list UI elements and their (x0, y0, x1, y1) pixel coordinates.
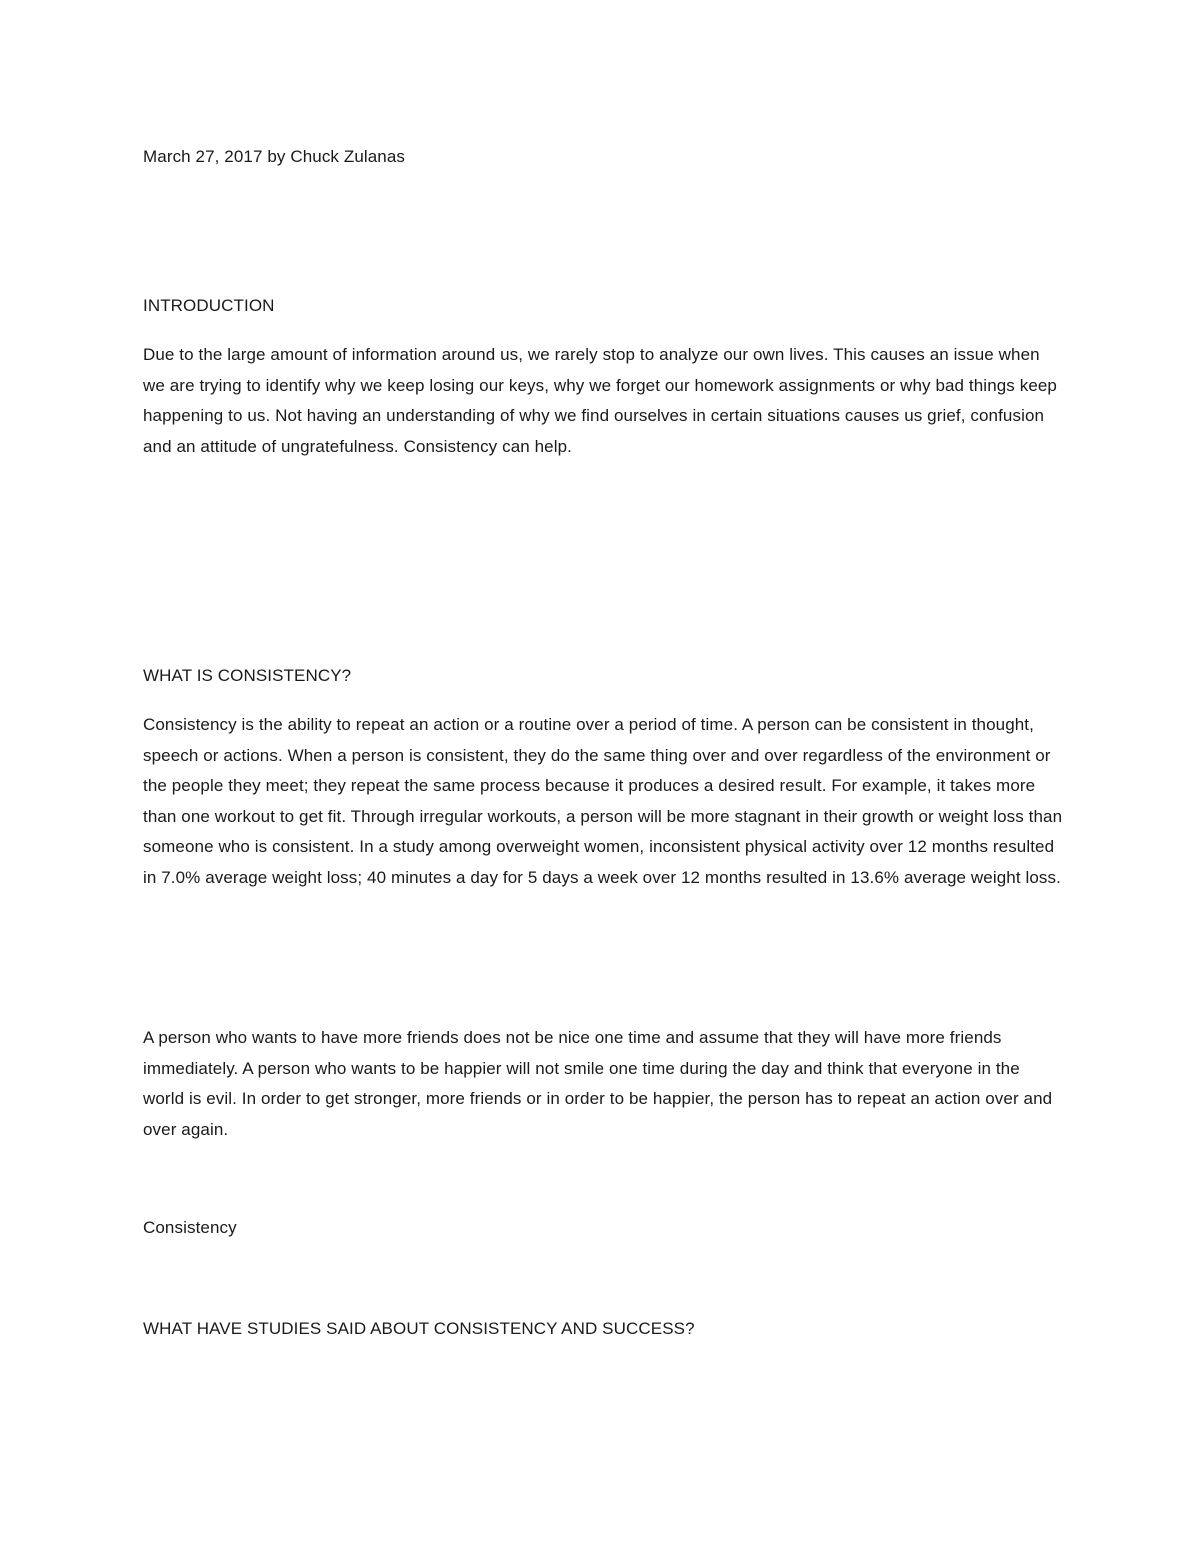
consistency-examples-paragraph: A person who wants to have more friends does not be nice one time and assume that they will have more friends immediately. A person who wants to be happier will not smile one time during the day and think that everyone in the world is evil. In order to get stronger, more friends or in order to be happier, the person has to repeat an action over and over again. (143, 1028, 1053, 1139)
section-heading-introduction: INTRODUCTION (143, 296, 275, 315)
consistency-definition-paragraph: Consistency is the ability to repeat an action or a routine over a period of time. A person can be consistent in thought, speech or actions. When a person is consistent, they do the same thing over and over regardless of the environment or the people they meet; they repeat the same process because it produces a desired result. For example, it takes more than one workout to get fit. Through irregular workouts, a person will be more stagnant in their growth or weight loss than someone who is consistent. In a study among overweight women, inconsistent physical activity over 12 months resulted in 7.0% average weight loss; 40 minutes a day for 5 days a week over 12 months resulted in 13.6% average weight loss. (143, 715, 1063, 887)
introduction-paragraph: Due to the large amount of information around us, we rarely stop to analyze our own lives. This causes an issue when we are trying to identify why we keep losing our keys, why we forget our homework assignments or why bad things keep happening to us. Not having an understanding of why we find ourselves in certain situations causes us grief, confusion and an attitude of ungratefulness. Consistency can help. (143, 345, 1057, 456)
byline: March 27, 2017 by Chuck Zulanas (143, 147, 406, 166)
section-heading-studies: WHAT HAVE STUDIES SAID ABOUT CONSISTENCY AND SUCCESS? (143, 1319, 695, 1338)
section-heading-what-is-consistency: WHAT IS CONSISTENCY? (143, 666, 352, 685)
consistency-label: Consistency (143, 1218, 237, 1237)
